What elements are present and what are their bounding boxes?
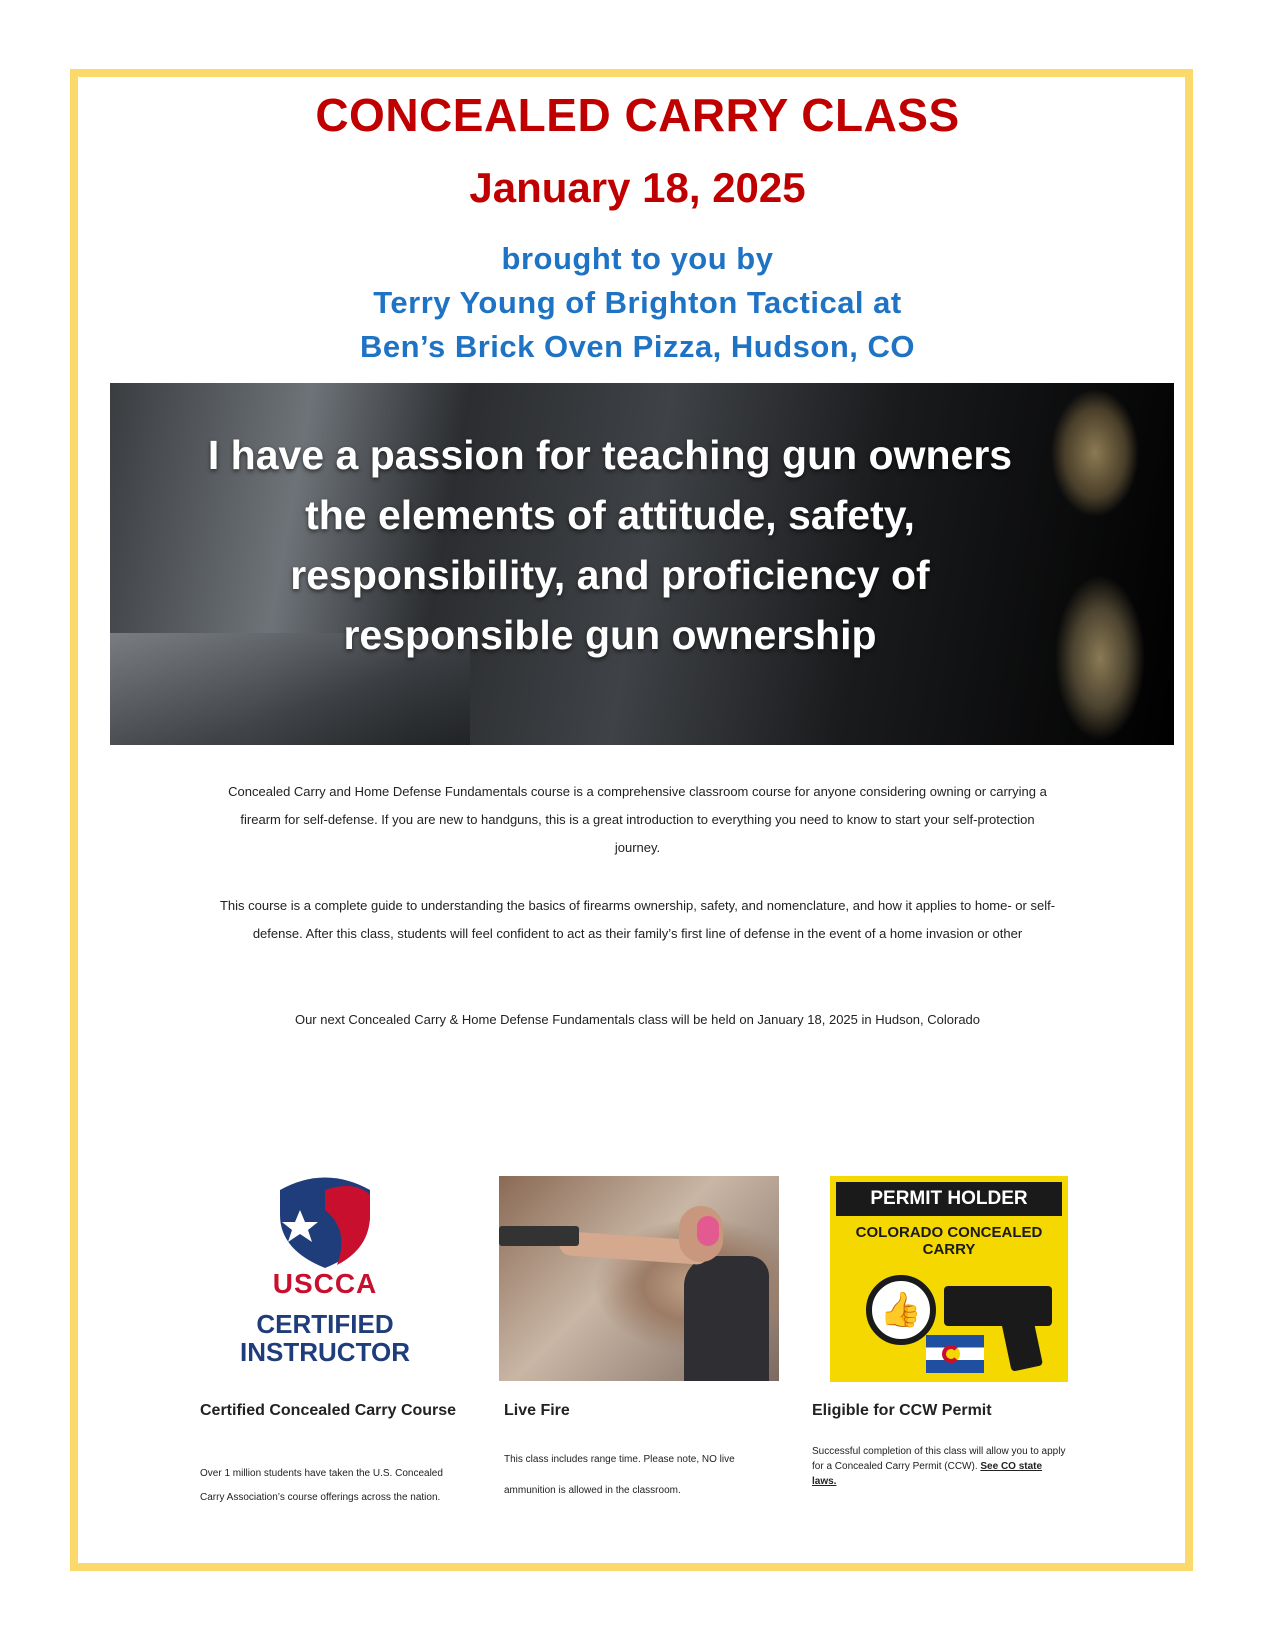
- certified-instructor-text: CERTIFIED INSTRUCTOR: [240, 1309, 410, 1367]
- presenter-block: [0, 237, 1275, 369]
- permit-holder-label: PERMIT HOLDER: [836, 1182, 1062, 1216]
- feature-text-certified: Over 1 million students have taken the U.S. Concealed Carry Association’s course offerings across the nation.: [200, 1468, 443, 1503]
- ear-protection-icon: [697, 1216, 719, 1246]
- presenter-line: Terry Young of Brighton Tactical at: [373, 285, 902, 320]
- next-class-paragraph: Our next Concealed Carry & Home Defense Fundamentals class will be held on January 18, 2025 in Hudson, Colorado: [294, 1012, 981, 1027]
- class-date: January 18, 2025: [469, 164, 806, 211]
- course-description: [0, 778, 1275, 862]
- co-state-laws-link[interactable]: See CO state laws.: [812, 1461, 1043, 1487]
- banner-quote: I have a passion for teaching gun owners the elements of attitude, safety, responsibility, and proficiency of responsible gun ownership: [207, 432, 1013, 658]
- shield-icon: [225, 1170, 425, 1270]
- uscca-logo: [225, 1170, 425, 1370]
- colorado-flag-icon: [926, 1335, 984, 1373]
- uscca-brand: USCCA: [272, 1268, 378, 1299]
- course-guide-paragraph: This course is a complete guide to understanding the basics of firearms ownership, safety, and nomenclature, and how it applies to home- or self-defense. After this class, students will feel confident to act as their family’s first line of defense in the event of a home invasion or other: [219, 898, 1056, 941]
- page-title: CONCEALED CARRY CLASS: [315, 89, 960, 141]
- feature-text-live-fire: This class includes range time. Please note, NO live ammunition is allowed in the classroom.: [504, 1454, 735, 1496]
- feature-title-certified: Certified Concealed Carry Course: [200, 1402, 457, 1419]
- pistol-icon: [944, 1286, 1052, 1326]
- ccw-text: Successful completion of this class will allow you to apply for a Concealed Carry Permit (CCW).: [812, 1446, 1066, 1472]
- live-fire-photo: [499, 1176, 779, 1381]
- brought-by-line: brought to you by: [501, 241, 774, 276]
- shooter-torso: [684, 1256, 769, 1381]
- thumbs-up-icon: 👍: [866, 1275, 936, 1345]
- course-description-text: Concealed Carry and Home Defense Fundamentals course is a comprehensive classroom course for anyone considering owning or carrying a firearm for self-defense. If you are new to handguns, this is a great introduction to everything you need to know to start your self-protection journey.: [228, 784, 1047, 855]
- colorado-concealed-carry-label: COLORADO CONCEALED CARRY: [855, 1224, 1043, 1258]
- feature-text-ccw: [812, 1444, 1067, 1489]
- venue-line: Ben’s Brick Oven Pizza, Hudson, CO: [359, 329, 916, 364]
- feature-title-ccw: Eligible for CCW Permit: [812, 1402, 992, 1419]
- course-guide-text: [0, 892, 1275, 948]
- next-class-text: [0, 1006, 1275, 1034]
- banner-image: [110, 383, 1174, 745]
- pistol-shape: [499, 1226, 579, 1246]
- permit-holder-sign: [830, 1176, 1068, 1382]
- feature-title-live-fire: Live Fire: [504, 1402, 570, 1419]
